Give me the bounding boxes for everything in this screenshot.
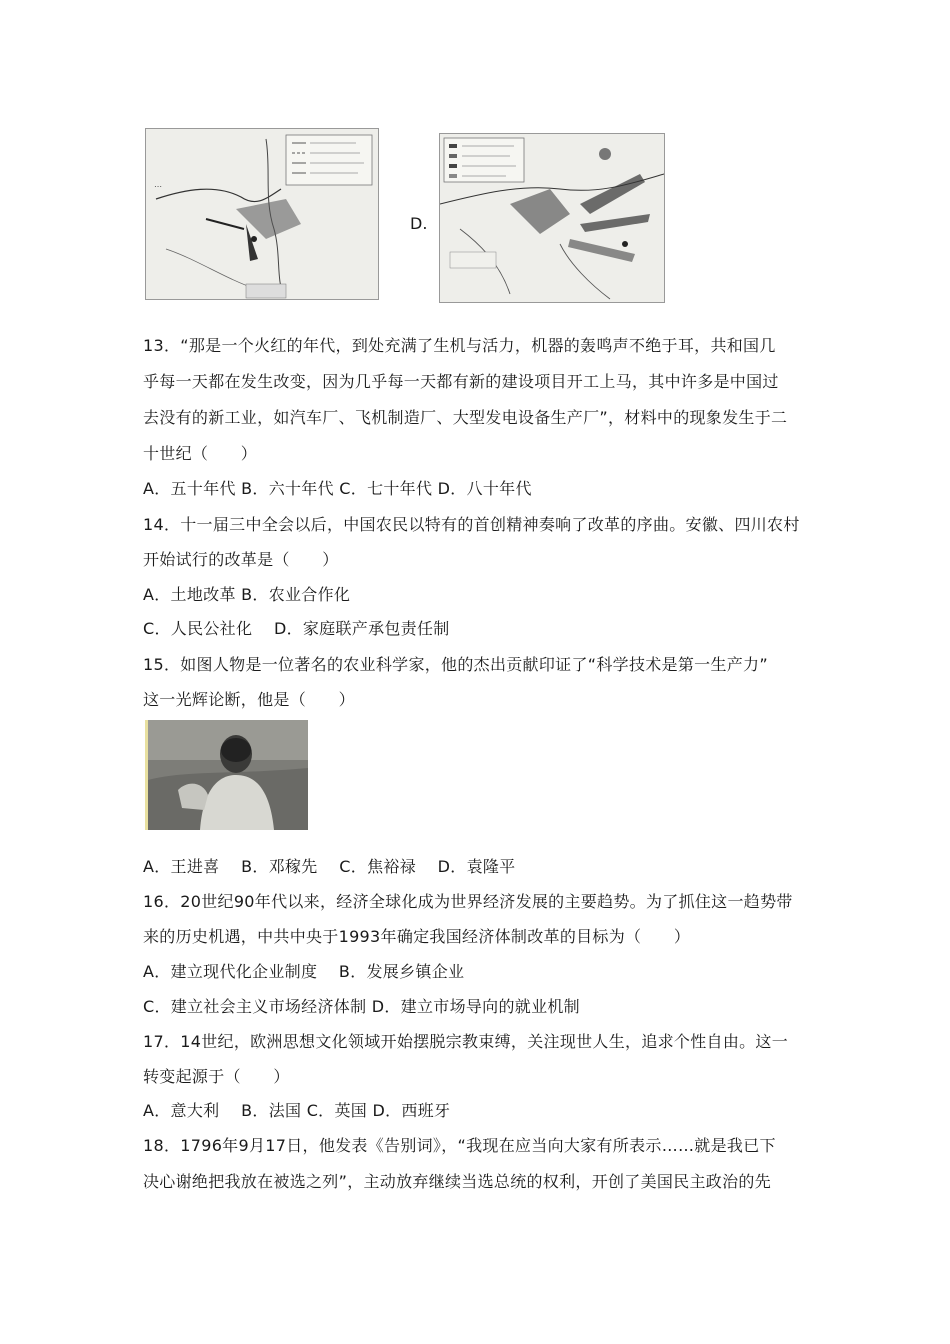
q15-line-1: 15．如图人物是一位著名的农业科学家，他的杰出贡献印证了“科学技术是第一生产力” <box>143 655 768 674</box>
q18-line-1: 18．1796年9月17日，他发表《告别词》，“我现在应当向大家有所表示……就是我已下 <box>143 1136 776 1155</box>
q14-line-2: 开始试行的改革是（ ） <box>143 550 339 569</box>
q13-line-1: 13．“那是一个火红的年代，到处充满了生机与活力，机器的轰鸣声不绝于耳，共和国几 <box>143 336 776 355</box>
q14-options-2: C．人民公社化 D．家庭联产承包责任制 <box>143 619 450 638</box>
q17-line-1: 17．14世纪，欧洲思想文化领域开始摆脱宗教束缚，关注现世人生，追求个性自由。这一 <box>143 1032 789 1051</box>
q18-line-2: 决心谢绝把我放在被选之列”，主动放弃继续当选总统的权利，开创了美国民主政治的先 <box>143 1172 771 1191</box>
option-d-label: D. <box>410 214 428 233</box>
q17-options: A．意大利 B．法国 C．英国 D．西班牙 <box>143 1101 451 1120</box>
q16-line-1: 16．20世纪90年代以来，经济全球化成为世界经济发展的主要趋势。为了抓住这一趋势带 <box>143 892 793 911</box>
q16-line-2: 来的历史机遇，中共中央于1993年确定我国经济体制改革的目标为（ ） <box>143 927 691 946</box>
map-c-image <box>145 128 379 300</box>
q15-options: A．王进喜 B．邓稼先 C．焦裕禄 D．袁隆平 <box>143 857 516 876</box>
q13-options: A．五十年代 B．六十年代 C．七十年代 D．八十年代 <box>143 479 532 498</box>
agricultural-scientist-photo <box>145 720 308 830</box>
q16-options-2: C．建立社会主义市场经济体制 D．建立市场导向的就业机制 <box>143 997 580 1016</box>
q14-line-1: 14．十一届三中全会以后，中国农民以特有的首创精神奏响了改革的序曲。安徽、四川农村 <box>143 515 800 534</box>
q13-line-4: 十世纪（ ） <box>143 444 258 463</box>
svg-text:⋯: ⋯ <box>154 182 162 191</box>
map-d-image <box>439 133 665 303</box>
q16-options-1: A．建立现代化企业制度 B．发展乡镇企业 <box>143 962 465 981</box>
q13-line-2: 乎每一天都在发生改变，因为几乎每一天都有新的建设项目开工上马，其中许多是中国过 <box>143 372 779 391</box>
q17-line-2: 转变起源于（ ） <box>143 1067 290 1086</box>
q13-line-3: 去没有的新工业，如汽车厂、飞机制造厂、大型发电设备生产厂”，材料中的现象发生于二 <box>143 408 788 427</box>
q15-line-2: 这一光辉论断，他是（ ） <box>143 690 355 709</box>
q14-options-1: A．土地改革 B．农业合作化 <box>143 585 351 604</box>
